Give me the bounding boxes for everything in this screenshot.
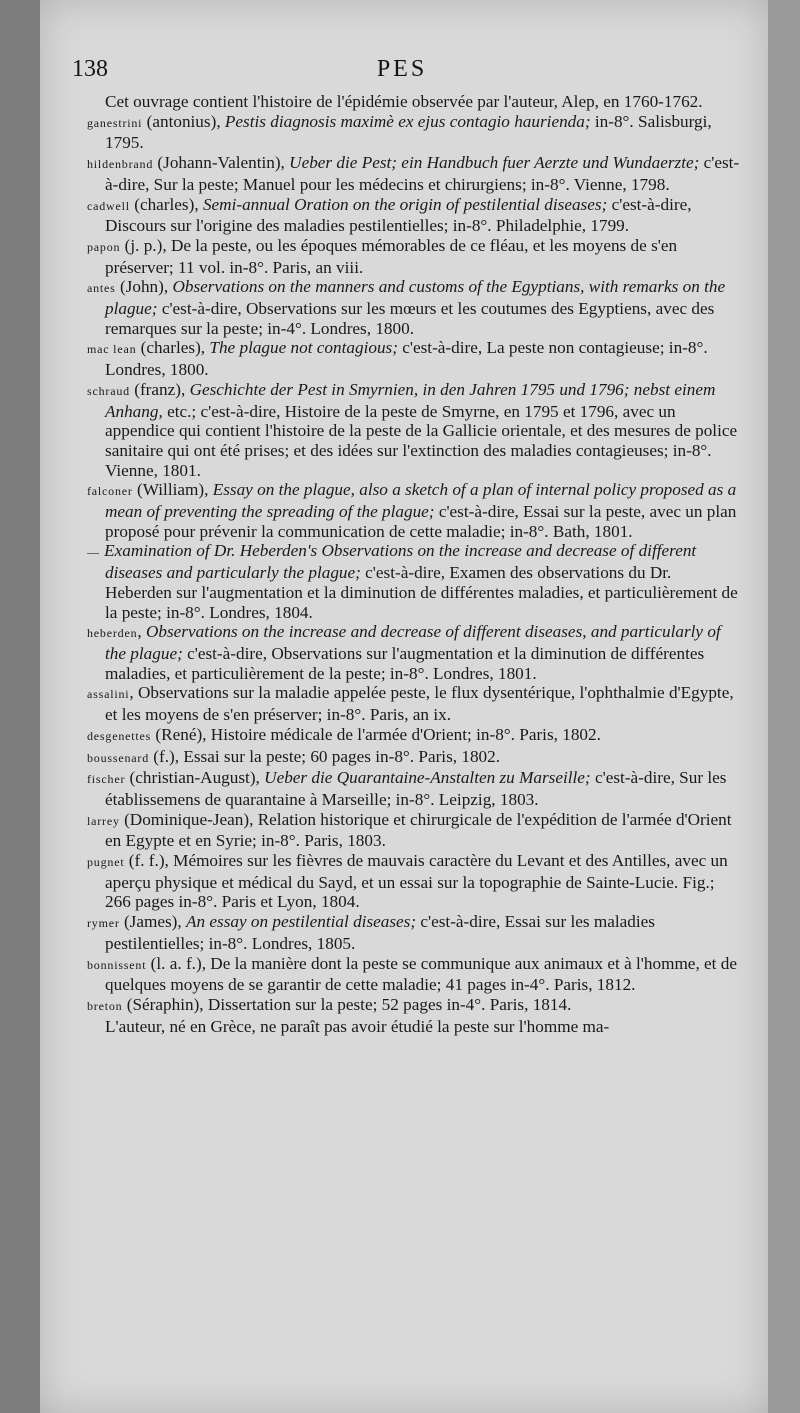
entry-author: cadwell xyxy=(87,198,130,213)
entry-author: larrey xyxy=(87,813,120,828)
bibliography-entry xyxy=(87,995,742,1017)
entry-author-name: (antonius), xyxy=(142,111,225,131)
entry-text: c'est-à-dire, Essai sur la peste, avec un plan proposé pour prévenir la communication de cette maladie; in-8°. Bath, 1801. xyxy=(105,502,737,541)
entry-author-name: , xyxy=(129,683,138,703)
entry-text: Mémoires sur les fièvres de mauvais caractère du Levant et des Antilles, avec un aperçu physique et médical du Sayd, et un essai sur la topographie de Sainte-Lucie. Fig.; 266 pages in-8°. Paris et Lyon, 1804. xyxy=(105,851,728,912)
entry-author: pugnet xyxy=(87,855,125,870)
entry-text: in-8°. Salisburgi, 1795. xyxy=(105,111,712,153)
bibliography-entry xyxy=(87,851,742,912)
entry-author: schraud xyxy=(87,383,130,398)
entry-title: Pestis diagnosis maximè ex ejus contagio haurienda; xyxy=(224,111,591,131)
entry-title: Essay on the plague, also a sketch of a plan of internal policy proposed as a mean of preventing the spreading of the plague; xyxy=(105,480,737,522)
entry-author-name: (Séraphin), xyxy=(122,994,208,1014)
entry-author-name: (charles), xyxy=(136,338,210,358)
entry-author-name: (James), xyxy=(119,912,186,932)
entry-title: Geschichte der Pest in Smyrnien, in den Jahren 1795 und 1796; nebst einem Anhang, xyxy=(105,379,716,421)
bibliography-entry xyxy=(87,277,742,338)
entry-author-name: (f. f.), xyxy=(124,851,174,871)
entry-text: c'est-à-dire, Discours sur l'origine des maladies pestilentielles; in-8°. Philadelphie, 1799. xyxy=(105,194,692,236)
entry-author: — xyxy=(87,545,100,560)
entry-text: De la peste, ou les époques mémorables de ce fléau, et les moyens de s'en préserver; 11 vol. in-8°. Paris, an viii. xyxy=(105,235,678,277)
entry-text: Cet ouvrage contient l'histoire de l'épidémie observée par l'auteur, Alep, en 1760-1762. xyxy=(105,92,703,111)
bibliography-entry xyxy=(87,380,742,481)
entry-author-name: (Dominique-Jean), xyxy=(119,809,258,829)
entry-text: c'est-à-dire, Sur les établissemens de quarantaine à Marseille; in-8°. Leipzig, 1803. xyxy=(105,768,727,809)
bibliography-entry xyxy=(87,747,742,769)
entry-text: Observations sur la maladie appelée peste, le flux dysentérique, l'ophthalmie d'Egypte, et les moyens de s'en préserver; in-8°. Paris, an ix. xyxy=(105,683,734,725)
entry-author: hildenbrand xyxy=(87,157,154,172)
bibliography-entry xyxy=(87,112,742,153)
entry-author: desgenettes xyxy=(87,728,152,743)
entry-author: antes xyxy=(87,281,116,296)
entry-author-name: (l. a. f.), xyxy=(146,953,211,973)
entry-author-name: (charles), xyxy=(129,194,203,214)
bibliography-entry xyxy=(87,338,742,379)
entry-author: breton xyxy=(87,998,123,1013)
entry-author: boussenard xyxy=(87,750,149,765)
entry-text: De la manière dont la peste se communique aux animaux et à l'homme, et de quelques moyens de se garantir de cette maladie; 41 pages in-4°. Paris, 1812. xyxy=(105,953,737,995)
entry-author: falconer xyxy=(87,484,133,499)
bibliography-entry xyxy=(87,912,742,953)
bibliography-entry xyxy=(87,622,742,683)
bibliography-entry xyxy=(87,768,742,809)
entry-author-name: (John), xyxy=(115,277,173,297)
entry-title: Observations on the manners and customs of the Egyptians, with remarks on the plague; xyxy=(105,277,726,319)
entry-text: c'est-à-dire, Essai sur les maladies pestilentielles; in-8°. Londres, 1805. xyxy=(105,912,655,953)
entry-title: An essay on pestilential diseases; xyxy=(186,912,417,932)
entry-author-name: (j. p.), xyxy=(120,235,171,255)
bibliography-entry xyxy=(87,954,742,995)
entry-author: bonnissent xyxy=(87,957,147,972)
entry-author: fischer xyxy=(87,772,126,787)
entry-author-name: , xyxy=(137,622,146,642)
entry-author-name: (William), xyxy=(132,480,213,500)
bibliography-entry xyxy=(87,541,742,622)
entry-text: c'est-à-dire, La peste non contagieuse; in-8°. Londres, 1800. xyxy=(105,338,708,380)
bibliography-entry xyxy=(87,725,742,747)
bibliography-entry xyxy=(87,480,742,541)
book-gutter xyxy=(0,0,40,1413)
entry-author-name: (f.), xyxy=(149,746,184,766)
entry-text: Essai sur la peste; 60 pages in-8°. Paris, 1802. xyxy=(183,746,501,766)
running-head: PES xyxy=(376,56,428,82)
entry-text: c'est-à-dire, Observations sur les mœurs et les coutumes des Egyptiens, avec des remarques sur la peste; in-4°. Londres, 1800. xyxy=(105,299,715,338)
entry-author: rymer xyxy=(87,916,120,931)
entry-title: Observations on the increase and decrease of different diseases, and particularly of the plague; xyxy=(105,622,721,663)
bibliography-entry xyxy=(87,810,742,851)
entry-title: The plague not contagious; xyxy=(209,338,398,358)
bibliography-entry xyxy=(87,683,742,724)
entry-text: c'est-à-dire, Examen des observations du Dr. Heberden sur l'augmentation et la diminution de différentes maladies, et particulièrement de la peste; in-8°. Londres, 1804. xyxy=(105,563,738,622)
entry-title: Ueber die Pest; ein Handbuch fuer Aerzte und Wundaerzte; xyxy=(289,153,700,173)
entry-author: heberden xyxy=(87,626,138,641)
entry-text: c'est-à-dire, Sur la peste; Manuel pour les médecins et chirurgiens; in-8°. Vienne, 1798. xyxy=(105,153,740,194)
entry-author: mac lean xyxy=(87,342,137,357)
entry-author-name: (christian-August), xyxy=(125,768,265,788)
entry-author-name: (franz), xyxy=(129,379,190,399)
bibliography-entry xyxy=(87,153,742,194)
entry-title: Examination of Dr. Heberden's Observations on the increase and decrease of different diseases and particularly the plague; xyxy=(104,541,697,583)
entry-author: papon xyxy=(87,239,121,254)
entry-note xyxy=(87,1017,742,1037)
entry-text: L'auteur, né en Grèce, ne paraît pas avoir étudié la peste sur l'homme ma- xyxy=(105,1016,610,1036)
entry-title: Semi-annual Oration on the origin of pestilential diseases; xyxy=(202,194,608,214)
page-header xyxy=(72,56,732,90)
entry-text: Dissertation sur la peste; 52 pages in-4°. Paris, 1814. xyxy=(207,994,572,1014)
bibliography-entry xyxy=(87,195,742,236)
entry-text: Histoire médicale de l'armée d'Orient; in-8°. Paris, 1802. xyxy=(210,724,601,744)
entry-author-name: (Johann-Valentin), xyxy=(153,153,290,173)
entry-text: c'est-à-dire, Observations sur l'augmentation et la diminution de différentes maladies, et particulièrement de la peste; in-8°. Londres, 1801. xyxy=(105,643,705,683)
entry-text: Relation historique et chirurgicale de l'expédition de l'armée d'Orient en Egypte et en Syrie; in-8°. Paris, 1803. xyxy=(105,809,732,851)
entry-author: assalini xyxy=(87,687,130,702)
entry-author: ganestrini xyxy=(87,115,143,130)
page-edge xyxy=(768,0,800,1413)
bibliography-entry xyxy=(87,236,742,277)
bibliography-text xyxy=(87,92,742,1036)
entry-continuation xyxy=(87,92,742,112)
page-number: 138 xyxy=(72,56,108,82)
entry-title: Ueber die Quarantaine-Anstalten zu Marseille; xyxy=(264,768,591,788)
entry-text: etc.; c'est-à-dire, Histoire de la peste de Smyrne, en 1795 et 1796, avec un appendice qui contient l'histoire de la peste de la Gallicie orientale, et des mesures de police sanitaire qui ont été prises; et des idées sur l'extinction des maladies contagieuses; in-8°. Vienne, 1801. xyxy=(105,401,738,480)
entry-author-name: (René), xyxy=(151,724,211,744)
